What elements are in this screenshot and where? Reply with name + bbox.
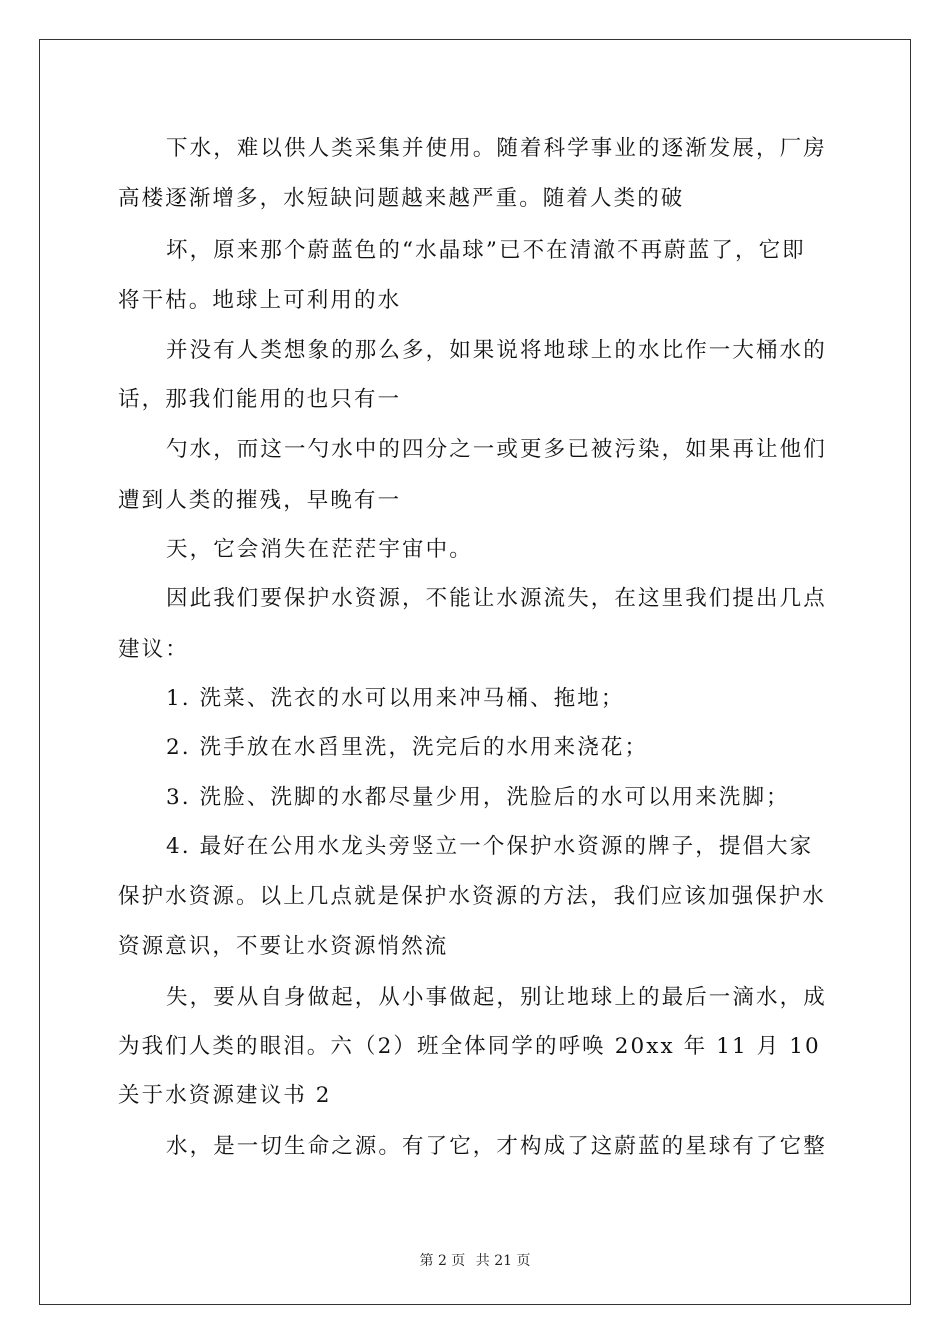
list-item: 3. 洗脸、洗脚的水都尽量少用，洗脸后的水可以用来洗脚； [166, 785, 790, 810]
text-line: 建议： [118, 637, 189, 662]
section-heading: 关于水资源建议书 2 [118, 1083, 332, 1108]
list-item: 1. 洗菜、洗衣的水可以用来冲马桶、拖地； [166, 686, 625, 711]
text-line: 因此我们要保护水资源，不能让水源流失，在这里我们提出几点 [166, 586, 827, 611]
text-line: 资源意识，不要让水资源悄然流 [118, 934, 449, 959]
text-line: 天，它会消失在茫茫宇宙中。 [166, 537, 473, 562]
page-total: 共 21 页 [475, 1253, 531, 1269]
text-line: 话，那我们能用的也只有一 [118, 387, 402, 412]
text-line: 勺水，而这一勺水中的四分之一或更多已被污染，如果再让他们 [166, 437, 827, 462]
text-line: 并没有人类想象的那么多，如果说将地球上的水比作一大桶水的 [166, 338, 827, 363]
text-line: 水，是一切生命之源。有了它，才构成了这蔚蓝的星球有了它整 [166, 1134, 827, 1159]
text-line: 遭到人类的摧残，早晚有一 [118, 488, 402, 513]
list-item: 4. 最好在公用水龙头旁竖立一个保护水资源的牌子，提倡大家 [166, 834, 814, 859]
text-line: 将干枯。地球上可利用的水 [118, 288, 402, 313]
text-line: 坏，原来那个蔚蓝色的“水晶球”已不在清澈不再蔚蓝了，它即 [166, 238, 806, 263]
page-number: 第 2 页 [419, 1253, 466, 1269]
text-line: 保护水资源。以上几点就是保护水资源的方法，我们应该加强保护水 [118, 884, 827, 909]
text-line: 下水，难以供人类采集并使用。随着科学事业的逐渐发展，厂房 [166, 136, 827, 161]
page-footer [0, 1250, 950, 1270]
list-item: 2. 洗手放在水舀里洗，洗完后的水用来浇花； [166, 735, 649, 760]
text-line: 高楼逐渐增多，水短缺问题越来越严重。随着人类的破 [118, 186, 685, 211]
text-line: 失，要从自身做起，从小事做起，别让地球上的最后一滴水，成 [166, 985, 827, 1010]
page-border [39, 39, 911, 1305]
text-line: 为我们人类的眼泪。六（2）班全体同学的呼唤 20xx 年 11 月 10 [118, 1034, 821, 1059]
